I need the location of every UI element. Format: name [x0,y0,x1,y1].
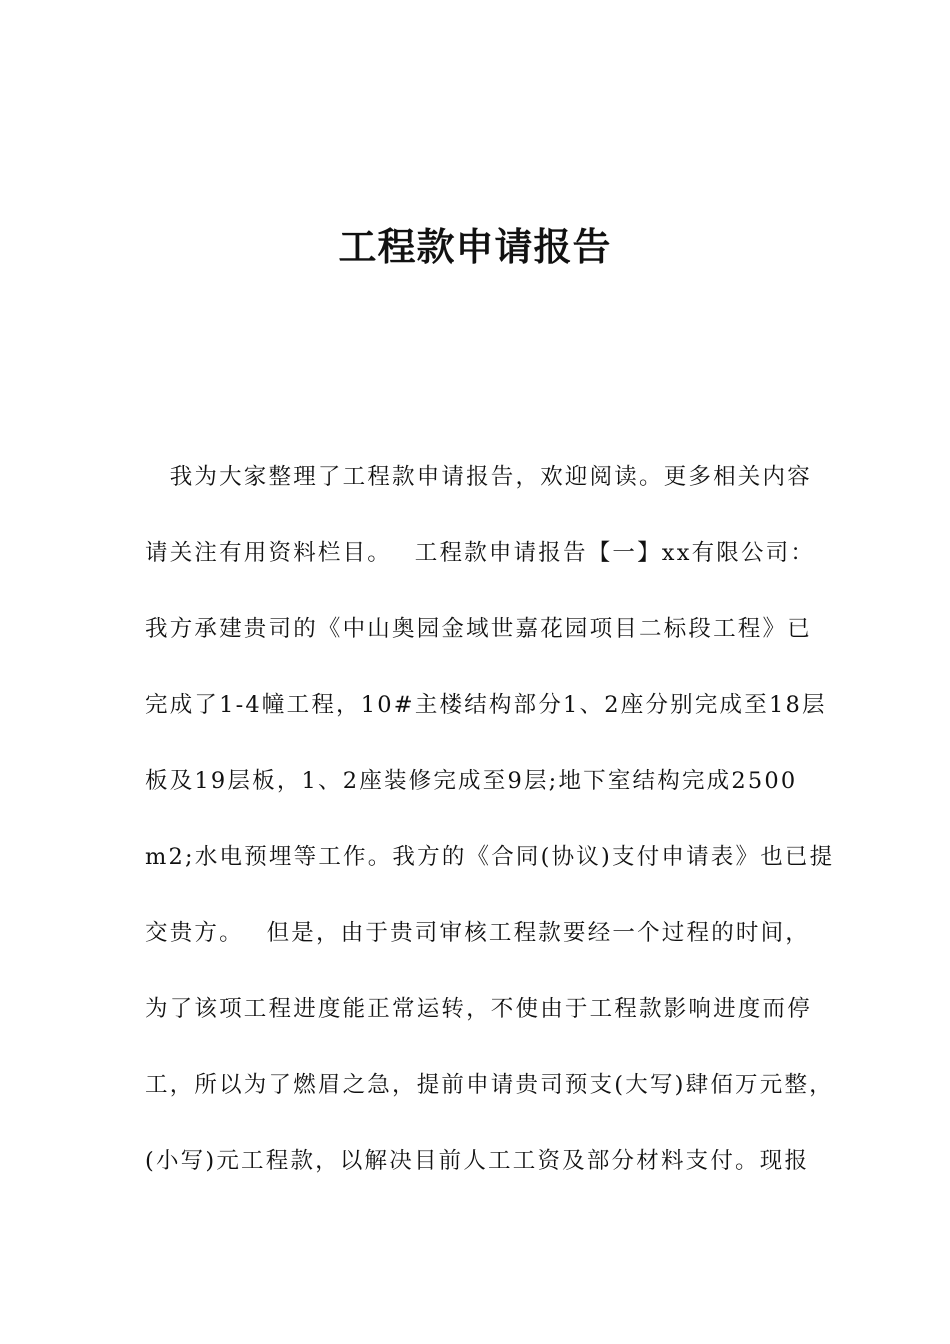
page-title: 工程款申请报告 [338,225,612,269]
text-line: 完成了1-4幢工程，10#主楼结构部分1、2座分别完成至18层 [145,692,827,718]
text-line: 工，所以为了燃眉之急，提前申请贵司预支(大写)肆佰万元整， [145,1072,834,1098]
text-line: 板及19层板，1、2座装修完成至9层;地下室结构完成2500 [145,768,798,794]
text-line: (小写)元工程款，以解决目前人工工资及部分材料支付。现报 [145,1148,810,1174]
document-body [145,452,835,1212]
text-line: 我方承建贵司的《中山奥园金域世嘉花园项目二标段工程》已 [145,616,812,642]
text-line: 为了该项工程进度能正常运转，不使由于工程款影响进度而停 [145,996,812,1022]
text-line: 请关注有用资料栏目。 工程款申请报告【一】xx有限公司： [145,540,816,566]
text-line: 我为大家整理了工程款申请报告，欢迎阅读。更多相关内容 [145,464,812,490]
text-line: m2;水电预埋等工作。我方的《合同(协议)支付申请表》也已提 [145,844,835,870]
text-line: 交贵方。 但是，由于贵司审核工程款要经一个过程的时间， [145,920,811,946]
